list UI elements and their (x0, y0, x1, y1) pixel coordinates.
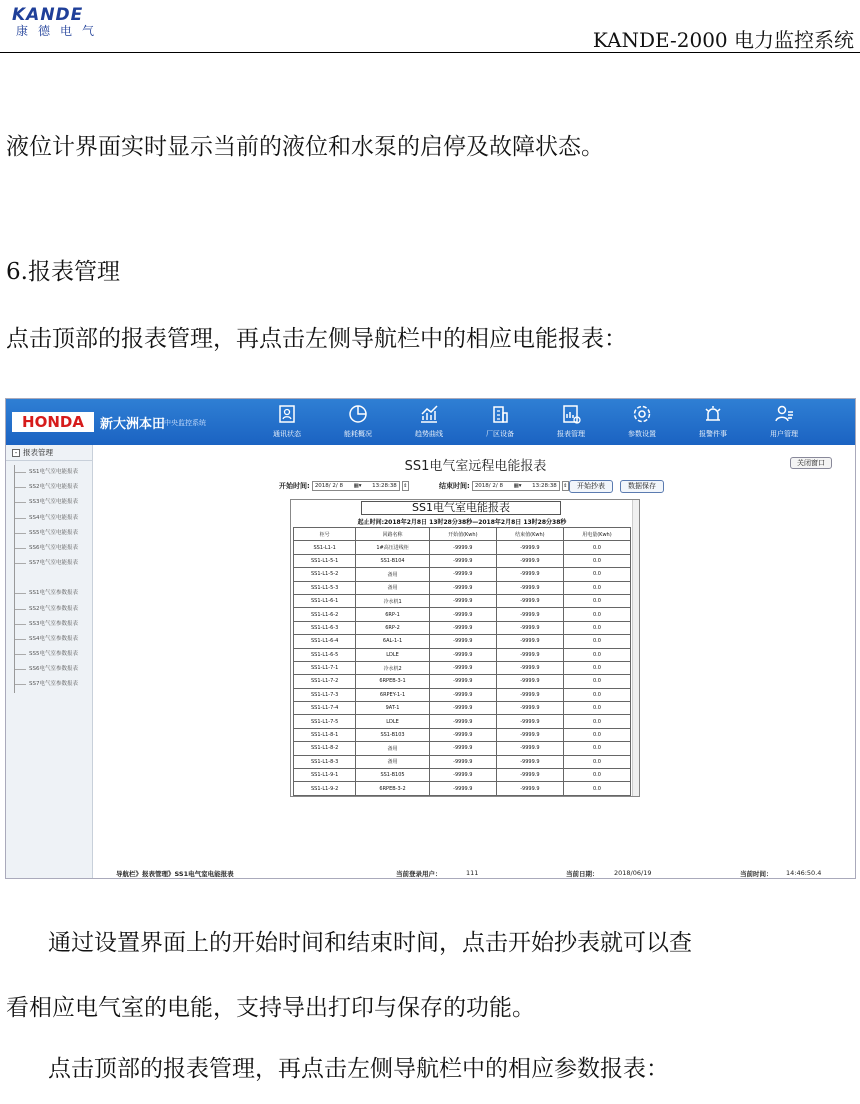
table-cell: SS1-L1-5-3 (294, 581, 356, 594)
breadcrumb: 导航栏》报表管理》SS1电气室电能报表 (116, 870, 234, 878)
table-cell: 0.0 (563, 782, 630, 795)
status-bar (94, 863, 856, 879)
table-cell: -9999.9 (429, 568, 496, 581)
table-title: SS1电气室电能报表 (361, 501, 561, 515)
end-date-value: 2018/ 2/ 8 (474, 483, 504, 489)
table-row (294, 675, 631, 688)
table-row (294, 635, 631, 648)
nav-item-label: 用户管理 (770, 430, 798, 438)
table-cell: SS1-B103 (356, 728, 430, 741)
table-cell: SS1-L1-8-3 (294, 755, 356, 768)
table-row (294, 568, 631, 581)
report-title: SS1电气室远程电能报表 (404, 459, 547, 474)
column-header: 柜号 (294, 528, 356, 541)
table-row (294, 541, 631, 554)
table-cell: 0.0 (563, 541, 630, 554)
sidebar-item[interactable]: SS7电气室参数报表 (25, 677, 92, 692)
collapse-icon[interactable]: - (12, 449, 20, 457)
gear-icon (631, 403, 653, 425)
table-cell: 冷水机1 (356, 594, 430, 607)
table-cell: 0.0 (563, 648, 630, 661)
sidebar-item[interactable]: SS1电气室电能报表 (25, 465, 92, 480)
brand-subtitle: 中央监控系统 (164, 419, 206, 427)
trend-chart-icon (418, 403, 440, 425)
table-cell: -9999.9 (496, 661, 563, 674)
building-icon (489, 403, 511, 425)
table-cell: SS1-L1-6-1 (294, 594, 356, 607)
close-window-button[interactable]: 关闭窗口 (790, 457, 832, 469)
table-cell: 0.0 (563, 554, 630, 567)
paragraph-level-meter: 液位计界面实时显示当前的液位和水泵的启停及故障状态。 (6, 134, 604, 160)
table-cell: SS1-L1-5-1 (294, 554, 356, 567)
table-cell: 0.0 (563, 635, 630, 648)
table-cell: 0.0 (563, 675, 630, 688)
section-heading: 6.报表管理 (6, 259, 120, 285)
column-header: 结束值(Kwh) (496, 528, 563, 541)
table-cell: 6RPEB-3-1 (356, 675, 430, 688)
sidebar-item[interactable]: SS1电气室参数报表 (25, 586, 92, 601)
table-cell: -9999.9 (429, 554, 496, 567)
table-cell: -9999.9 (496, 554, 563, 567)
paragraph-report-intro: 点击顶部的报表管理，再点击左侧导航栏中的相应电能报表： (6, 326, 627, 352)
table-cell: -9999.9 (429, 742, 496, 755)
table-cell: 备用 (356, 742, 430, 755)
table-row (294, 782, 631, 795)
table-cell: SS1-B105 (356, 769, 430, 782)
table-cell: -9999.9 (429, 728, 496, 741)
sidebar-item[interactable]: SS2电气室电能报表 (25, 480, 92, 495)
table-cell: SS1-L1-7-4 (294, 702, 356, 715)
table-cell: -9999.9 (429, 581, 496, 594)
table-row (294, 742, 631, 755)
table-time-range: 起止时间:2018年2月8日 13时28分38秒—2018年2月8日 13时28分38秒 (357, 519, 567, 526)
spinner-icon[interactable]: ⇕ (403, 483, 408, 489)
table-cell: 0.0 (563, 621, 630, 634)
table-cell: -9999.9 (496, 675, 563, 688)
end-time-control (439, 481, 569, 491)
table-row (294, 554, 631, 567)
table-cell: 0.0 (563, 688, 630, 701)
paragraph-report-usage-2: 看相应电气室的电能，支持导出打印与保存的功能。 (6, 995, 535, 1021)
table-cell: SS1-L1-6-2 (294, 608, 356, 621)
nav-item-label: 通讯状态 (273, 430, 301, 438)
table-cell: 6RP-2 (356, 621, 430, 634)
table-cell: SS1-L1-7-3 (294, 688, 356, 701)
table-cell: SS1-L1-6-3 (294, 621, 356, 634)
table-cell: -9999.9 (429, 541, 496, 554)
table-scrollbar[interactable] (632, 500, 639, 796)
honda-logo: HONDA (12, 412, 94, 432)
save-data-button[interactable]: 数据保存 (620, 480, 664, 493)
end-time-value: 13:28:38 (532, 483, 557, 489)
start-time-control (279, 481, 409, 491)
sidebar-item[interactable]: SS6电气室参数报表 (25, 662, 92, 677)
table-cell: -9999.9 (429, 782, 496, 795)
start-time-label: 开始时间: (279, 482, 310, 490)
table-cell: 备用 (356, 581, 430, 594)
table-cell: 6RPEY-1-1 (356, 688, 430, 701)
table-cell: -9999.9 (496, 715, 563, 728)
table-cell: 9AT-1 (356, 702, 430, 715)
start-date-value: 2018/ 2/ 8 (314, 483, 344, 489)
table-cell: -9999.9 (429, 635, 496, 648)
time-label: 当前时间： (740, 870, 773, 878)
start-time-value: 13:28:38 (372, 483, 397, 489)
table-cell: 0.0 (563, 661, 630, 674)
report-screenshot (5, 398, 856, 879)
user-icon (773, 403, 795, 425)
table-cell: SS1-L1-9-2 (294, 782, 356, 795)
table-cell: -9999.9 (429, 608, 496, 621)
paragraph-param-intro: 点击顶部的报表管理，再点击左侧导航栏中的相应参数报表： (48, 1056, 669, 1082)
sidebar (6, 445, 93, 879)
sidebar-header[interactable] (6, 445, 92, 461)
sidebar-item[interactable]: SS4电气室参数报表 (25, 632, 92, 647)
nav-item-label: 趋势曲线 (415, 430, 443, 438)
calendar-icon[interactable]: ▦▾ (353, 483, 362, 489)
sidebar-gap (25, 571, 92, 586)
table-cell: 冷水机2 (356, 661, 430, 674)
table-cell: 0.0 (563, 594, 630, 607)
nav-item-6[interactable] (614, 401, 670, 443)
table-cell: -9999.9 (429, 755, 496, 768)
calendar-icon[interactable]: ▦▾ (513, 483, 522, 489)
table-cell: 0.0 (563, 581, 630, 594)
table-row (294, 688, 631, 701)
table-cell: -9999.9 (496, 541, 563, 554)
table-cell: SS1-L1-1 (294, 541, 356, 554)
table-row (294, 769, 631, 782)
table-cell: -9999.9 (429, 715, 496, 728)
table-cell: SS1-L1-8-1 (294, 728, 356, 741)
table-cell: -9999.9 (429, 621, 496, 634)
time-value: 14:46:50.4 (786, 869, 822, 877)
nav-item-4[interactable] (472, 401, 528, 443)
date-value: 2018/06/19 (614, 869, 652, 877)
table-cell: -9999.9 (496, 635, 563, 648)
table-cell: 0.0 (563, 568, 630, 581)
table-cell: -9999.9 (496, 594, 563, 607)
table-row (294, 594, 631, 607)
table-cell: -9999.9 (429, 688, 496, 701)
table-cell: -9999.9 (429, 769, 496, 782)
table-cell: 0.0 (563, 769, 630, 782)
date-label: 当前日期： (566, 870, 599, 878)
table-cell: -9999.9 (496, 755, 563, 768)
user-label: 当前登录用户： (396, 870, 442, 878)
table-cell: 6RPEB-3-2 (356, 782, 430, 795)
table-cell: -9999.9 (429, 661, 496, 674)
nav-item-8[interactable] (756, 401, 812, 443)
report-table-frame (290, 499, 640, 797)
column-header: 回路名称 (356, 528, 430, 541)
alarm-icon (702, 403, 724, 425)
pie-chart-icon (347, 403, 369, 425)
table-cell: -9999.9 (496, 621, 563, 634)
table-row (294, 581, 631, 594)
nav-item-label: 报警件事 (699, 430, 727, 438)
table-cell: 0.0 (563, 742, 630, 755)
table-row (294, 702, 631, 715)
table-row (294, 715, 631, 728)
paragraph-report-usage-1: 通过设置界面上的开始时间和结束时间，点击开始抄表就可以查 (48, 930, 692, 956)
nav-item-label: 参数设置 (628, 430, 656, 438)
column-header: 开始值(Kwh) (429, 528, 496, 541)
table-cell: 0.0 (563, 728, 630, 741)
table-cell: SS1-L1-9-1 (294, 769, 356, 782)
start-reading-button[interactable]: 开始抄表 (569, 480, 613, 493)
sidebar-item[interactable]: SS3电气室参数报表 (25, 617, 92, 632)
table-cell: 0.0 (563, 702, 630, 715)
sidebar-item[interactable]: SS7电气室电能报表 (25, 556, 92, 571)
table-cell: -9999.9 (496, 648, 563, 661)
table-row (294, 648, 631, 661)
nav-item-3[interactable] (401, 401, 457, 443)
table-cell: 备用 (356, 755, 430, 768)
table-cell: LDLE (356, 648, 430, 661)
sidebar-item[interactable]: SS5电气室参数报表 (25, 647, 92, 662)
table-cell: 6AL-1-1 (356, 635, 430, 648)
table-row (294, 621, 631, 634)
table-cell: SS1-L1-5-2 (294, 568, 356, 581)
table-cell: 备用 (356, 568, 430, 581)
table-cell: -9999.9 (496, 769, 563, 782)
end-time-picker[interactable] (472, 481, 560, 491)
table-cell: -9999.9 (429, 594, 496, 607)
table-cell: SS1-L1-7-2 (294, 675, 356, 688)
nav-item-label: 报表管理 (557, 430, 585, 438)
table-cell: 6RP-1 (356, 608, 430, 621)
sidebar-item[interactable]: SS6电气室电能报表 (25, 541, 92, 556)
report-icon (560, 403, 582, 425)
user-value: 111 (466, 869, 479, 877)
sidebar-tree (14, 465, 92, 693)
table-row (294, 661, 631, 674)
nav-item-1[interactable] (259, 401, 315, 443)
logo-cn: 康德电气 (16, 24, 105, 38)
table-cell: SS1-L1-6-5 (294, 648, 356, 661)
nav-item-label: 厂区设备 (486, 430, 514, 438)
spinner-icon[interactable]: ⇕ (563, 483, 568, 489)
table-cell: -9999.9 (429, 648, 496, 661)
table-cell: SS1-L1-8-2 (294, 742, 356, 755)
start-time-picker[interactable] (312, 481, 400, 491)
energy-report-table (293, 527, 631, 796)
column-header: 用电量(Kwh) (563, 528, 630, 541)
report-panel (94, 445, 856, 863)
table-cell: 1#高压进线柜 (356, 541, 430, 554)
nav-item-7[interactable] (685, 401, 741, 443)
table-cell: -9999.9 (496, 742, 563, 755)
nav-item-label: 能耗概况 (344, 430, 372, 438)
nav-item-2[interactable] (330, 401, 386, 443)
table-cell: -9999.9 (496, 688, 563, 701)
table-cell: -9999.9 (496, 608, 563, 621)
comm-status-icon (276, 403, 298, 425)
sidebar-item[interactable]: SS3电气室电能报表 (25, 495, 92, 510)
sidebar-header-label: 报表管理 (23, 447, 53, 457)
table-cell: -9999.9 (429, 675, 496, 688)
table-cell: -9999.9 (496, 568, 563, 581)
table-row (294, 728, 631, 741)
sidebar-item[interactable]: SS5电气室电能报表 (25, 526, 92, 541)
app-topbar (6, 399, 856, 445)
logo-text: KANDE (12, 5, 84, 25)
end-time-label: 结束时间: (439, 482, 470, 490)
table-row (294, 755, 631, 768)
table-cell: SS1-L1-7-1 (294, 661, 356, 674)
table-cell: -9999.9 (496, 581, 563, 594)
table-cell: -9999.9 (496, 728, 563, 741)
table-cell: 0.0 (563, 715, 630, 728)
table-cell: -9999.9 (496, 782, 563, 795)
sidebar-item[interactable]: SS4电气室电能报表 (25, 511, 92, 526)
table-cell: -9999.9 (496, 702, 563, 715)
nav-item-5[interactable] (543, 401, 599, 443)
table-cell: 0.0 (563, 608, 630, 621)
brand-name: 新大洲本田 (100, 417, 166, 432)
table-cell: SS1-L1-6-4 (294, 635, 356, 648)
table-cell: -9999.9 (429, 702, 496, 715)
document-header-title: KANDE-2000 电力监控系统 (592, 28, 854, 52)
table-cell: 0.0 (563, 755, 630, 768)
table-cell: LDLE (356, 715, 430, 728)
sidebar-item[interactable]: SS2电气室参数报表 (25, 602, 92, 617)
table-cell: SS1-L1-7-5 (294, 715, 356, 728)
header-rule (0, 52, 860, 53)
table-cell: SS1-B104 (356, 554, 430, 567)
company-logo (12, 6, 137, 38)
table-row (294, 608, 631, 621)
